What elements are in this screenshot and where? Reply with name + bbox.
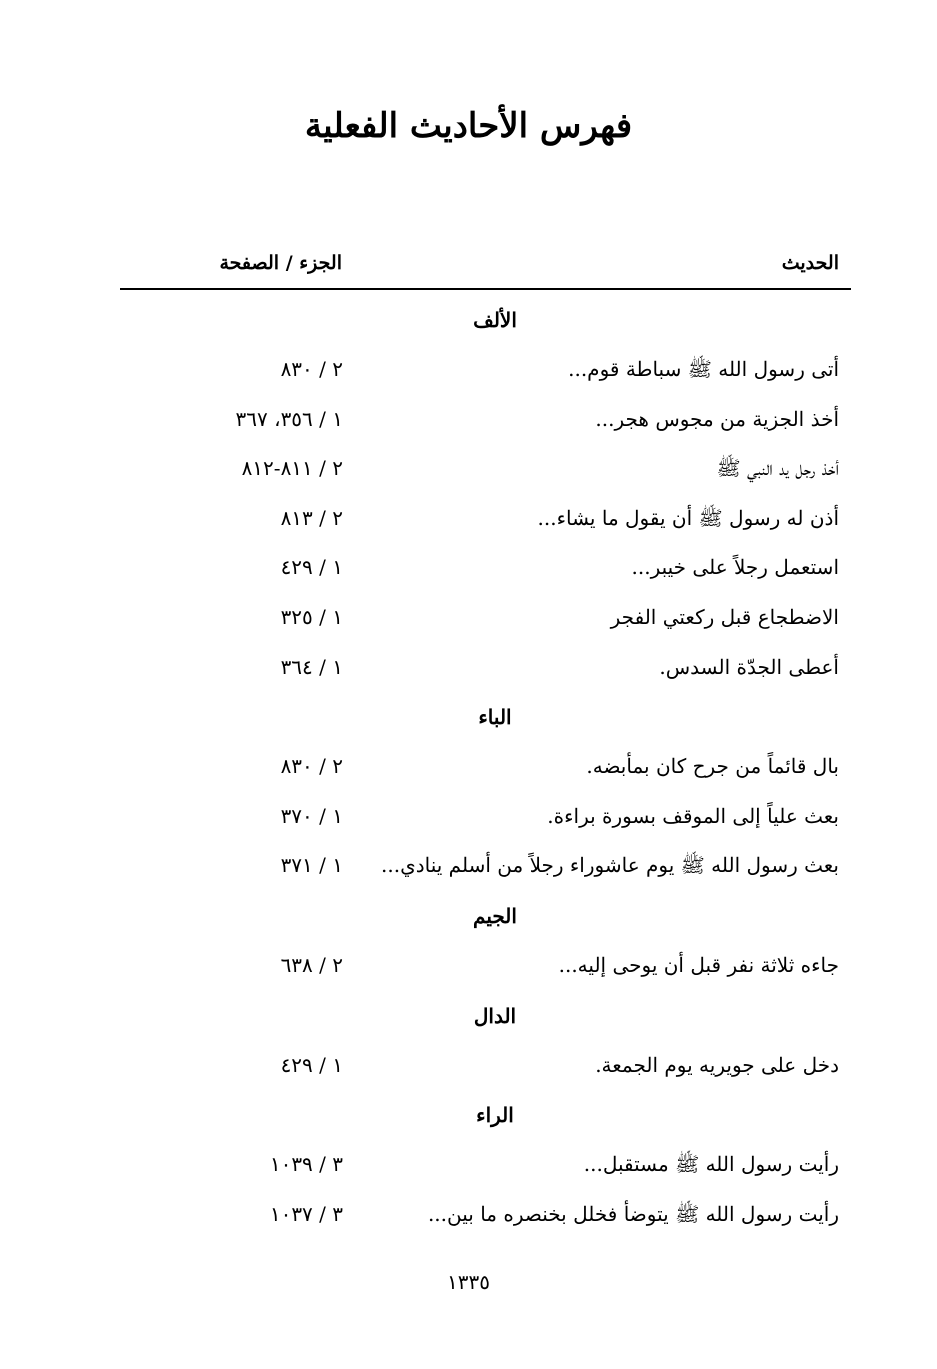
index-entry — [101, 345, 841, 395]
hadith-text: دخل على جويريه يوم الجمعة. — [595, 1052, 839, 1077]
page-number: ١٣٣٥ — [447, 1270, 490, 1294]
section-letter-heading: الجيم — [473, 903, 517, 928]
section-letter-heading: الألف — [473, 308, 517, 332]
volume-page-ref: ١ / ٣٥٦، ٣٦٧ — [235, 406, 343, 431]
index-entry — [101, 1041, 841, 1091]
volume-page-ref: ٢ / ٨٣٠ — [280, 754, 343, 779]
index-entry — [101, 742, 841, 792]
column-header-hadith: الحديث — [781, 252, 839, 274]
hadith-text: الاضطجاع قبل ركعتي الفجر — [610, 604, 839, 629]
hadith-text: رأيت رسول الله ﷺ مستقبل... — [583, 1152, 839, 1177]
volume-page-ref: ٢ / ٨١٣ — [280, 505, 343, 530]
index-entry — [101, 1190, 841, 1240]
section-letter-heading: الدال — [473, 1003, 517, 1028]
volume-page-ref: ١ / ٣٦٤ — [280, 654, 343, 679]
index-entry — [101, 1140, 841, 1190]
index-entry — [101, 643, 841, 693]
volume-page-ref: ٢ / ٦٣٨ — [280, 952, 343, 977]
hadith-text: رأيت رسول الله ﷺ يتوضأ فخلل بخنصره ما بين... — [427, 1201, 839, 1226]
volume-page-ref: ٢ / ٨٣٠ — [280, 357, 343, 381]
hadith-text: أخذ رجل يد النبي ﷺ — [716, 456, 839, 481]
volume-page-ref: ١ / ٣٧٠ — [280, 803, 343, 828]
volume-page-ref: ٣ / ١٠٣٩ — [269, 1152, 343, 1177]
index-entry — [101, 444, 841, 494]
hadith-text: استعمل رجلاً على خيبر... — [631, 555, 839, 580]
index-entry — [101, 543, 841, 593]
index-entry — [101, 792, 841, 842]
volume-page-ref: ١ / ٤٢٩ — [280, 555, 343, 580]
volume-page-ref: ١ / ٤٢٩ — [280, 1052, 343, 1077]
hadith-text: أتى رسول الله ﷺ سباطة قوم... — [568, 357, 839, 381]
section-letter-heading: الراء — [476, 1103, 514, 1128]
section-letter-heading: الباء — [478, 705, 512, 730]
page-title: فهرس الأحاديث الفعلية — [304, 106, 633, 146]
hadith-text: بعث علياً إلى الموقف بسورة براءة. — [547, 803, 839, 828]
hadith-text: أذن له رسول ﷺ أن يقول ما يشاء... — [537, 505, 839, 530]
header-rule — [120, 288, 851, 290]
hadith-index-list — [101, 295, 841, 1239]
hadith-text: أعطى الجدّة السدس. — [659, 654, 839, 679]
hadith-text: أخذ الجزية من مجوس هجر... — [595, 406, 839, 431]
volume-page-ref: ١ / ٣٧١ — [280, 853, 343, 878]
index-entry — [101, 941, 841, 991]
hadith-text: جاءه ثلاثة نفر قبل أن يوحى إليه... — [558, 952, 839, 977]
index-entry — [101, 841, 841, 891]
index-entry — [101, 494, 841, 544]
index-entry — [101, 395, 841, 445]
volume-page-ref: ١ / ٣٢٥ — [280, 604, 343, 629]
index-entry — [101, 593, 841, 643]
hadith-text: بال قائماً من جرح كان بمأبضه. — [586, 754, 839, 779]
column-header-volume-page: الجزء / الصفحة — [219, 252, 342, 274]
volume-page-ref: ٣ / ١٠٣٧ — [269, 1201, 343, 1226]
hadith-text: بعث رسول الله ﷺ يوم عاشوراء رجلاً من أسلم ينادي... — [381, 853, 839, 878]
volume-page-ref: ٢ / ٨١١-٨١٢ — [241, 456, 343, 481]
